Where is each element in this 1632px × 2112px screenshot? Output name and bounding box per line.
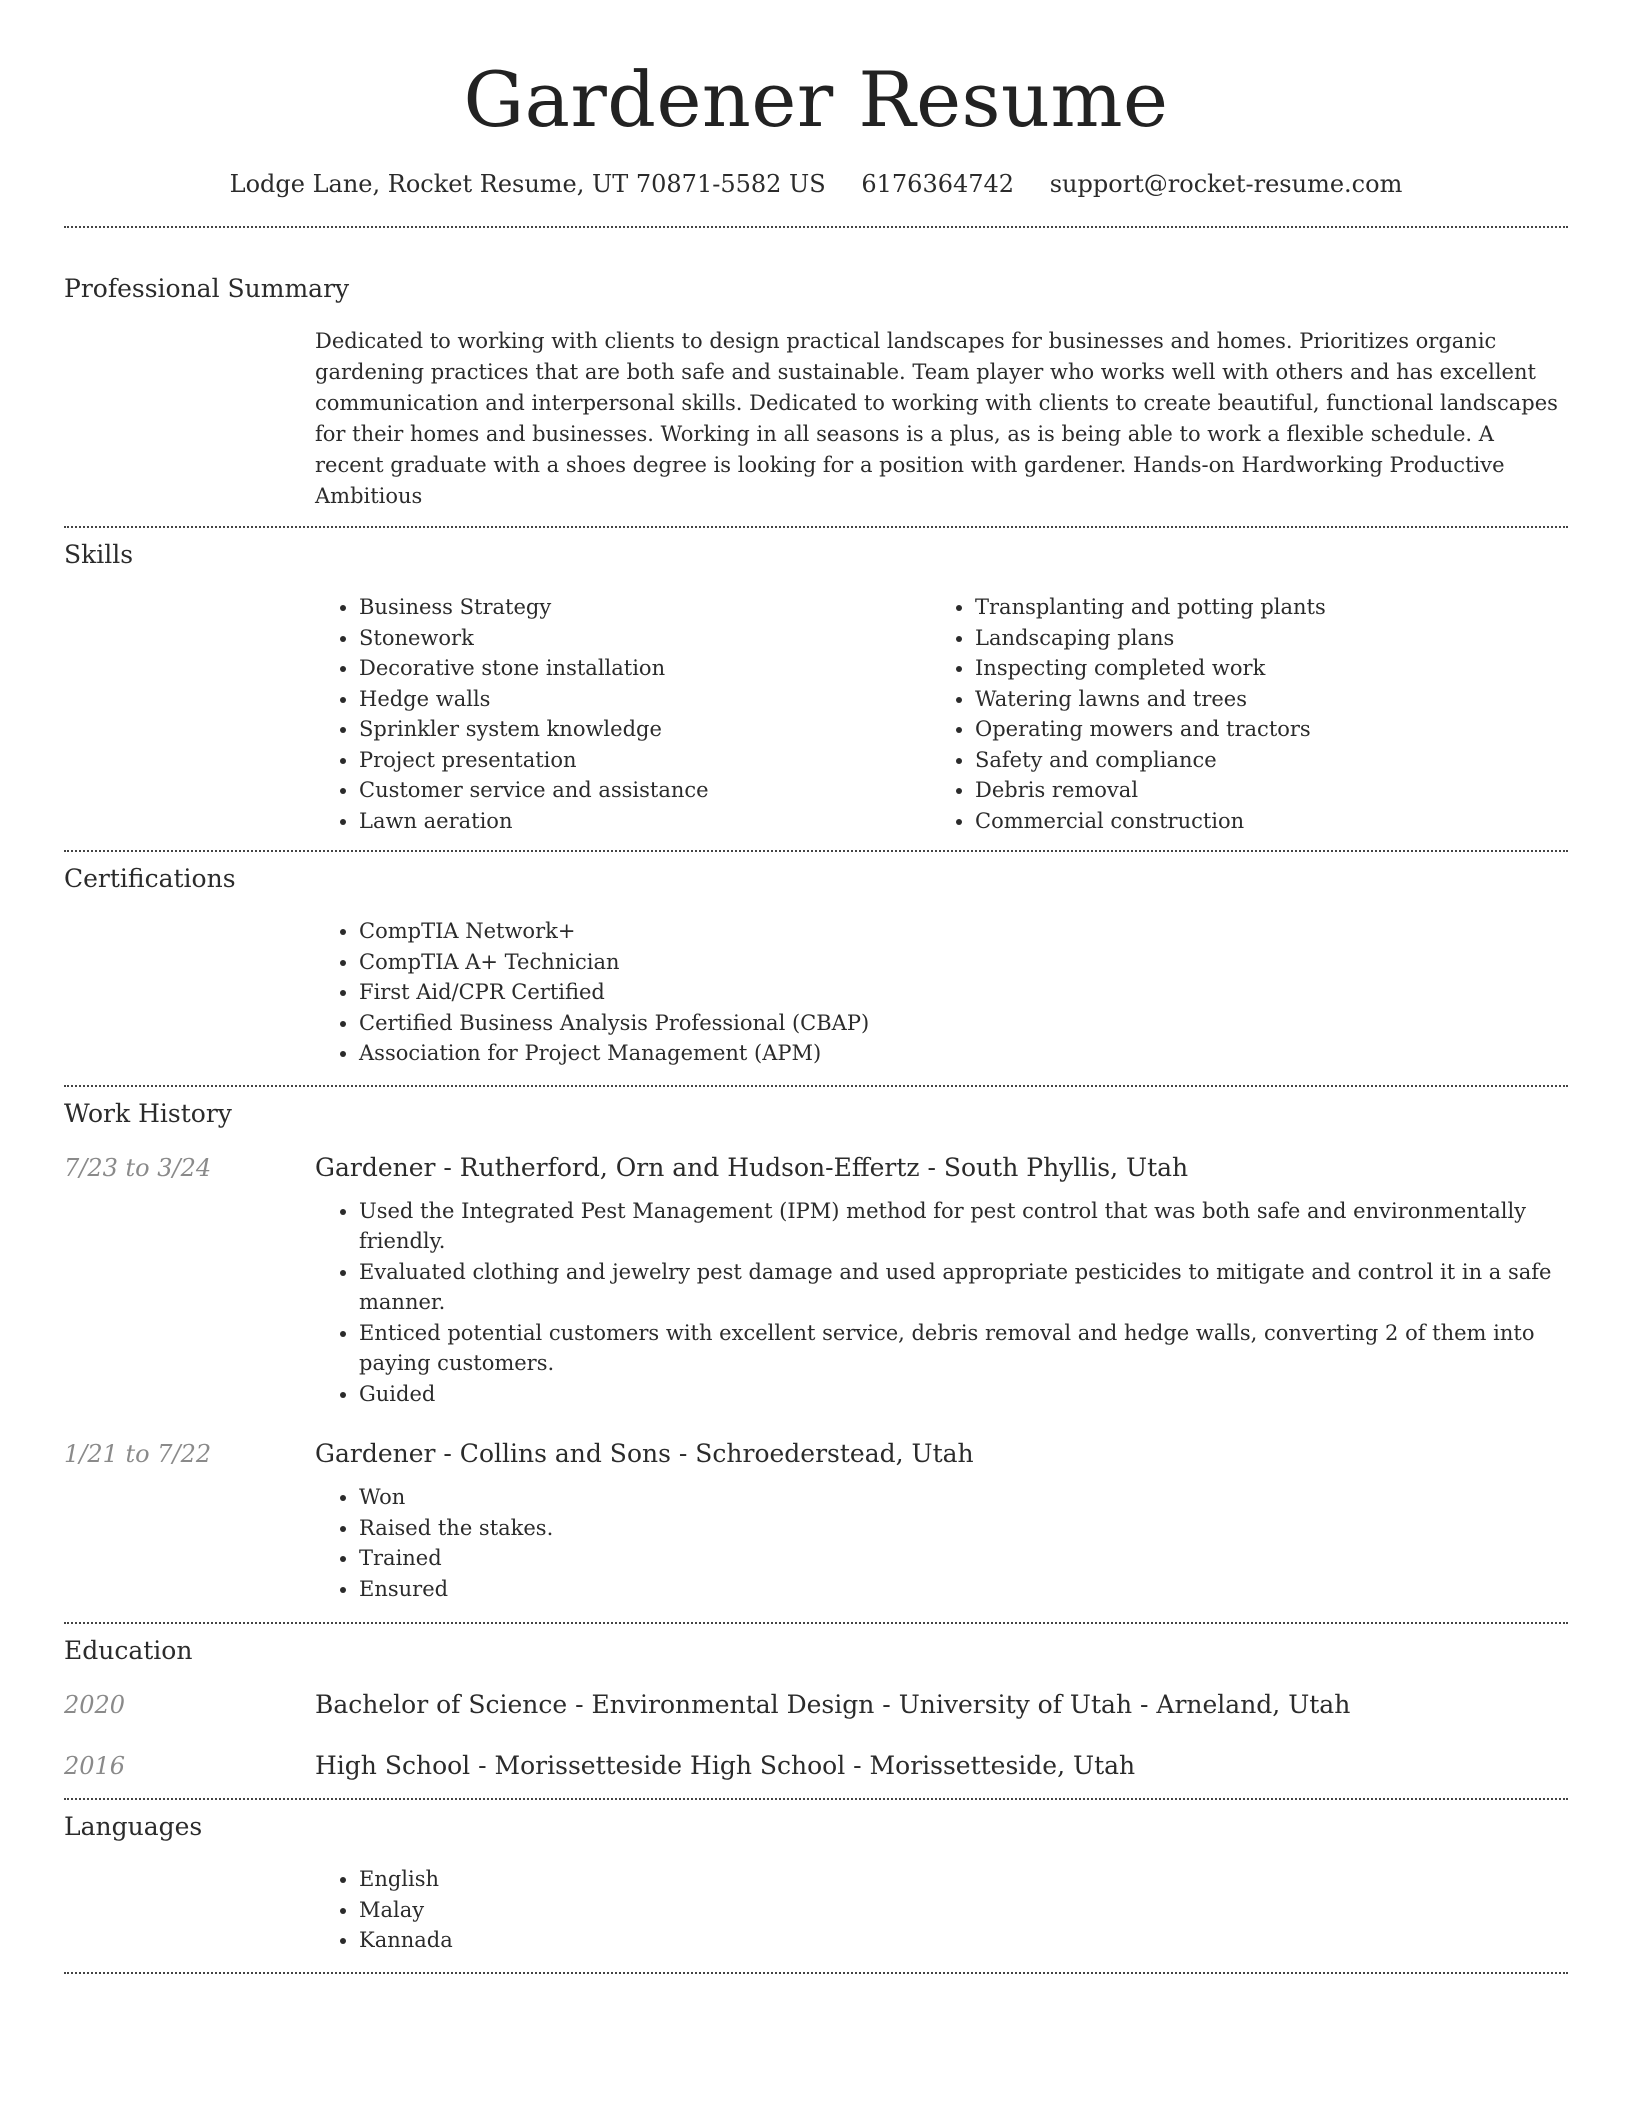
job-bullet: • Trained <box>359 1543 1568 1574</box>
job-title: Gardener - Collins and Sons - Schroederstead, Utah <box>315 1439 974 1468</box>
certifications-body <box>315 916 1568 1069</box>
certification-item: • CompTIA A+ Technician <box>359 947 1568 978</box>
certification-item: • Certified Business Analysis Professional (CBAP) <box>359 1008 1568 1039</box>
job-bullet: • Enticed potential customers with excellent service, debris removal and hedge walls, converting 2 of them into paying customers. <box>359 1318 1568 1379</box>
job-bullet: • Guided <box>359 1379 1568 1410</box>
skill-item: • Decorative stone installation <box>359 653 931 684</box>
skill-item: • Customer service and assistance <box>359 775 931 806</box>
divider <box>64 226 1568 228</box>
job-details <box>315 1482 1568 1604</box>
contact-email: support@rocket-resume.com <box>1049 170 1403 198</box>
education-title: High School - Morissetteside High School - Morissetteside, Utah <box>315 1751 1136 1780</box>
job-bullet: • Raised the stakes. <box>359 1513 1568 1544</box>
language-item: • English <box>359 1864 1568 1895</box>
divider <box>64 1085 1568 1087</box>
certification-item: • CompTIA Network+ <box>359 916 1568 947</box>
skill-item: • Inspecting completed work <box>975 653 1547 684</box>
job-bullets <box>315 1196 1568 1410</box>
education-entry <box>64 1751 1568 1780</box>
job-title: Gardener - Rutherford, Orn and Hudson-Effertz - South Phyllis, Utah <box>315 1152 1189 1182</box>
education-entry <box>64 1690 1568 1719</box>
skill-item: • Sprinkler system knowledge <box>359 714 931 745</box>
certification-item: • Association for Project Management (APM) <box>359 1038 1568 1069</box>
job-bullet: • Ensured <box>359 1574 1568 1605</box>
education-date: 2016 <box>64 1752 126 1780</box>
education-date: 2020 <box>64 1691 126 1719</box>
work-history-section <box>64 1097 1568 1605</box>
education-title: Bachelor of Science - Environmental Design - University of Utah - Arneland, Utah <box>315 1690 1351 1719</box>
job-bullet: • Used the Integrated Pest Management (IPM) method for pest control that was both safe and environmentally friendly. <box>359 1196 1568 1257</box>
summary-body <box>315 326 1568 512</box>
certifications-section <box>64 862 1568 1069</box>
languages-body <box>315 1864 1568 1956</box>
skill-item: • Debris removal <box>975 775 1547 806</box>
skill-item: • Transplanting and potting plants <box>975 592 1547 623</box>
divider <box>64 850 1568 852</box>
skill-item: • Stonework <box>359 623 931 654</box>
summary-section <box>64 272 1568 512</box>
certifications-heading: Certifications <box>64 864 236 893</box>
summary-heading: Professional Summary <box>64 274 350 303</box>
skills-heading: Skills <box>64 540 134 569</box>
summary-text: Dedicated to working with clients to design practical landscapes for businesses and homes. Prioritizes organic gardening practices that are both safe and sustainable. Team player who works well with others and has excellent communication and interpersonal skills. Dedicated to working with clients to create beautiful, functional landscapes for their homes and businesses. Working in all seasons is a plus, as is being able to work a flexible schedule. A recent graduate with a shoes degree is looking for a position with gardener. Hands-on Hardworking Productive Ambitious <box>315 329 1558 508</box>
certifications-list <box>315 916 1568 1069</box>
contact-phone: 6176364742 <box>861 170 1015 198</box>
skills-list-left <box>315 592 931 836</box>
skill-item: • Project presentation <box>359 745 931 776</box>
divider <box>64 1972 1568 1974</box>
education-heading: Education <box>64 1636 193 1665</box>
skill-item: • Hedge walls <box>359 684 931 715</box>
languages-list <box>315 1864 1568 1956</box>
job-bullets <box>315 1482 1568 1604</box>
resume-title: Gardener Resume <box>463 55 1169 144</box>
languages-section <box>64 1810 1568 1956</box>
job-details <box>315 1196 1568 1410</box>
job-bullet: • Evaluated clothing and jewelry pest damage and used appropriate pesticides to mitigate and control it in a safe manner. <box>359 1257 1568 1318</box>
skills-list-right <box>931 592 1547 836</box>
skills-section <box>64 538 1568 836</box>
skill-item: • Operating mowers and tractors <box>975 714 1547 745</box>
skill-item: • Watering lawns and trees <box>975 684 1547 715</box>
skills-columns <box>315 592 1568 836</box>
skill-item: • Business Strategy <box>359 592 931 623</box>
certification-item: • First Aid/CPR Certified <box>359 977 1568 1008</box>
contact-line <box>64 168 1568 200</box>
job-entry <box>64 1153 1568 1182</box>
skill-item: • Safety and compliance <box>975 745 1547 776</box>
contact-address: Lodge Lane, Rocket Resume, UT 70871-5582 US <box>229 170 826 198</box>
job-bullet: • Won <box>359 1482 1568 1513</box>
skill-item: • Lawn aeration <box>359 806 931 837</box>
divider <box>64 1622 1568 1624</box>
work-history-heading: Work History <box>64 1098 232 1128</box>
languages-heading: Languages <box>64 1812 203 1841</box>
language-item: • Kannada <box>359 1925 1568 1956</box>
skill-item: • Landscaping plans <box>975 623 1547 654</box>
job-entry <box>64 1439 1568 1468</box>
job-date: 1/21 to 7/22 <box>64 1440 212 1468</box>
divider <box>64 526 1568 528</box>
job-date: 7/23 to 3/24 <box>64 1153 212 1182</box>
language-item: • Malay <box>359 1895 1568 1926</box>
skill-item: • Commercial construction <box>975 806 1547 837</box>
divider <box>64 1798 1568 1800</box>
education-section <box>64 1634 1568 1780</box>
